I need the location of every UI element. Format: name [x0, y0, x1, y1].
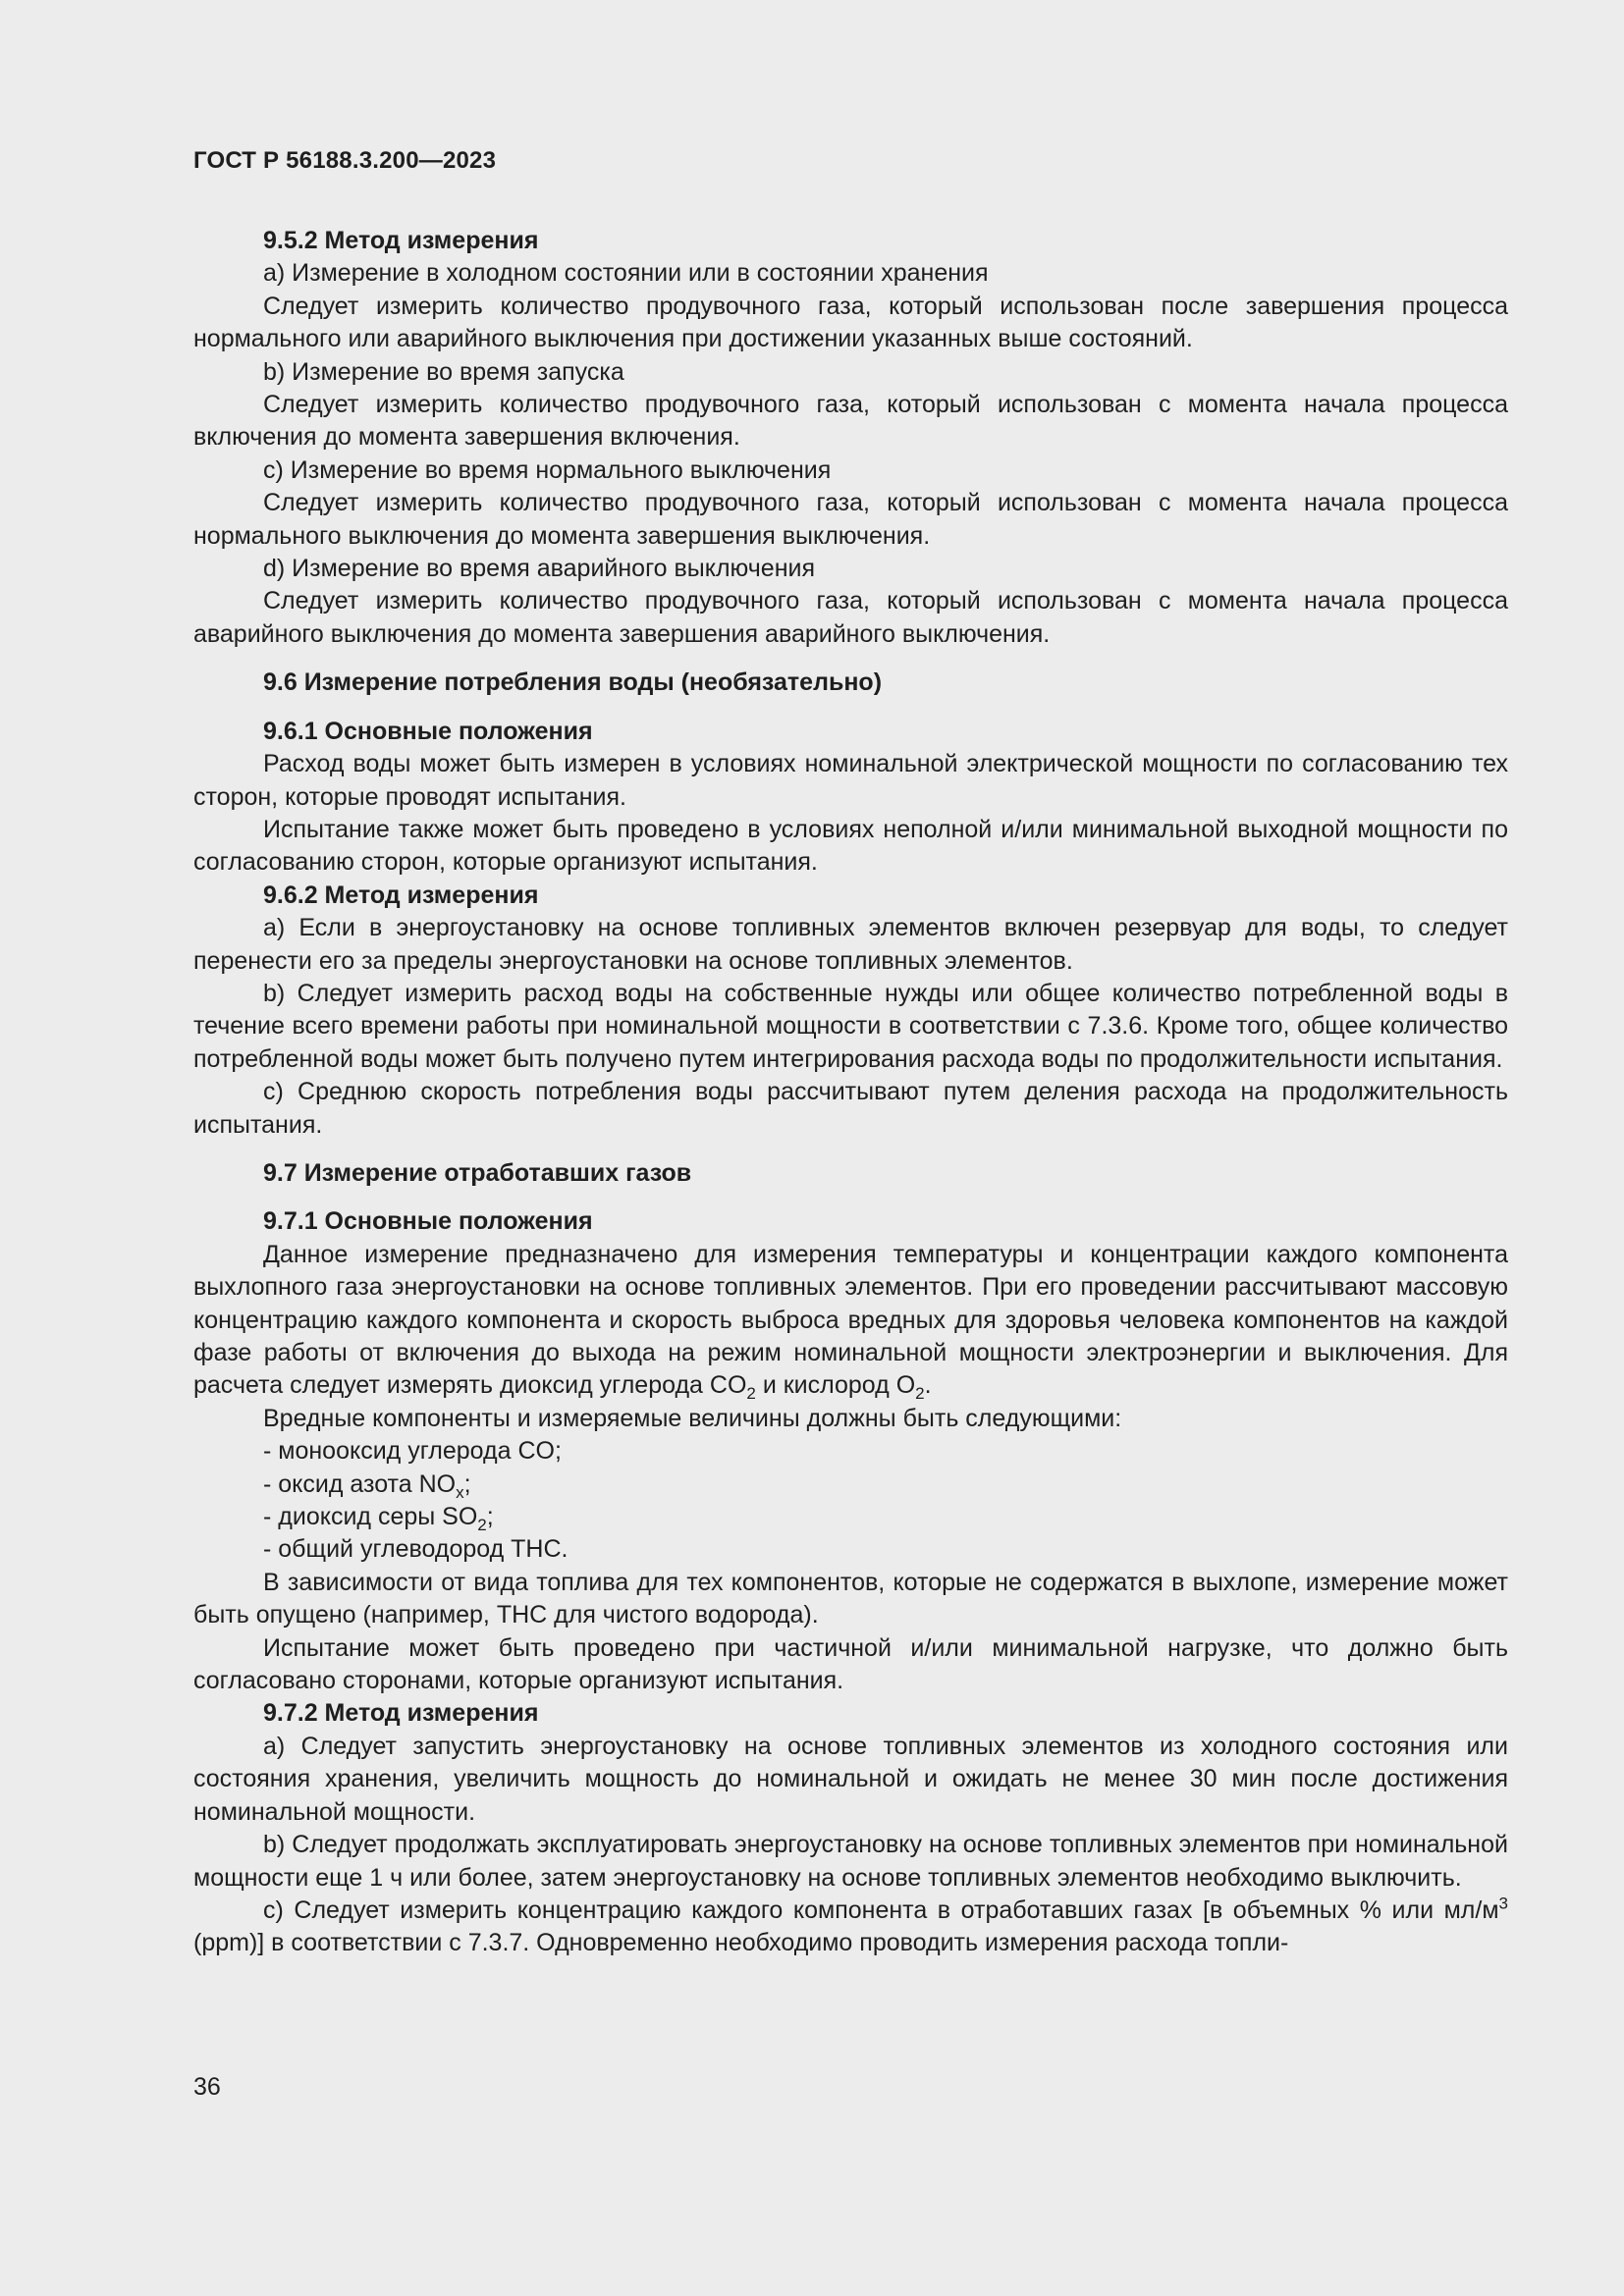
list-item: - общий углеводород THC.	[263, 1535, 568, 1564]
text-run: .	[924, 1371, 932, 1400]
paragraph: Расход воды может быть измерен в условиях номинальной электрической мощности по согласованию тех сторон, которые проводят испытания.	[193, 750, 1508, 811]
superscript: 3	[1498, 1894, 1508, 1913]
subscript: x	[456, 1482, 464, 1502]
text-run: Данное измерение предназначено для измерения температуры и концентрации каждого компонента выхлопного газа энергоустановки на основе топливных элементов. При его проведении рассчитывают массовую концентрацию каждого компонента и скорость выброса вредных для здоровья человека компонентов на каждой фазе работы от включения до выхода на режим номинальной мощности электроэнергии и выключения. Для расчета следует измерять диоксид углерода CO	[193, 1240, 1508, 1400]
section-heading-9-7: 9.7 Измерение отработавших газов	[263, 1158, 692, 1187]
text-run: ;	[463, 1469, 471, 1498]
section-heading-9-6-1: 9.6.1 Основные положения	[263, 717, 593, 745]
list-item-b: b) Следует продолжать эксплуатировать энергоустановку на основе топливных элементов при номинальной мощности еще 1 ч или более, затем энергоустановку на основе топливных элементов необходимо выключить.	[193, 1831, 1508, 1892]
text-run: - диоксид серы SO	[263, 1503, 478, 1531]
paragraph: Следует измерить количество продувочного газа, который использован с момента начала процесса нормального выключения до момента завершения выключения.	[193, 489, 1508, 550]
list-item-c: c) Среднюю скорость потребления воды рассчитывают путем деления расхода на продолжительность испытания.	[193, 1078, 1508, 1139]
subscript: 2	[477, 1516, 487, 1535]
document-header: ГОСТ Р 56188.3.200—2023	[193, 147, 497, 174]
list-item-a: a) Если в энергоустановку на основе топливных элементов включен резервуар для воды, то следует перенести его за пределы энергоустановки на основе топливных элементов.	[193, 914, 1508, 975]
paragraph: Испытание может быть проведено при частичной и/или минимальной нагрузке, что должно быть согласовано сторонами, которые организуют испытания.	[193, 1633, 1508, 1695]
text-run: ;	[486, 1503, 494, 1531]
paragraph: В зависимости от вида топлива для тех компонентов, которые не содержатся в выхлопе, измерение может быть опущено (например, THC для чистого водорода).	[193, 1568, 1508, 1629]
text-run: - оксид азота NO	[263, 1469, 457, 1498]
paragraph	[193, 1239, 1508, 1403]
section-heading-9-6: 9.6 Измерение потребления воды (необязательно)	[263, 668, 883, 697]
list-item: - монооксид углерода CO;	[263, 1437, 562, 1466]
list-item	[193, 1468, 1508, 1501]
item-heading-b: b) Измерение во время запуска	[263, 357, 624, 386]
subscript: 2	[746, 1384, 756, 1404]
paragraph: Испытание также может быть проведено в условиях неполной и/или минимальной выходной мощности по согласованию сторон, которые организуют испытания.	[193, 815, 1508, 877]
item-heading-d: d) Измерение во время аварийного выключения	[263, 555, 815, 583]
page-number: 36	[193, 2073, 221, 2101]
paragraph: Следует измерить количество продувочного газа, который использован с момента начала процесса аварийного выключения до момента завершения аварийного выключения.	[193, 587, 1508, 648]
item-heading-a: a) Измерение в холодном состоянии или в состоянии хранения	[263, 259, 989, 288]
section-heading-9-7-2: 9.7.2 Метод измерения	[263, 1699, 539, 1728]
list-item	[193, 1501, 1508, 1533]
text-run: c) Следует измерить концентрацию каждого компонента в отработавших газах [в объемных % или мл/м	[263, 1896, 1499, 1924]
section-heading-9-6-2: 9.6.2 Метод измерения	[263, 881, 539, 909]
paragraph: Следует измерить количество продувочного газа, который использован после завершения процесса нормального или аварийного выключения при достижении указанных выше состояний.	[193, 292, 1508, 353]
text-run: (ppm)] в соответствии с 7.3.7. Одновременно необходимо проводить измерения расхода топли-	[193, 1929, 1289, 1957]
text-run: и кислород O	[755, 1371, 916, 1400]
paragraph: Вредные компоненты и измеряемые величины должны быть следующими:	[263, 1404, 1122, 1432]
document-body	[193, 225, 1508, 1960]
list-item-b: b) Следует измерить расход воды на собственные нужды или общее количество потребленной воды в течение всего времени работы при номинальной мощности в соответствии с 7.3.6. Кроме того, общее количество потребленной воды может быть получено путем интегрирования расхода воды по продолжительности испытания.	[193, 979, 1508, 1073]
subscript: 2	[915, 1384, 925, 1404]
section-heading-9-5-2: 9.5.2 Метод измерения	[263, 227, 539, 254]
list-item-a: a) Следует запустить энергоустановку на основе топливных элементов из холодного состояния или состояния хранения, увеличить мощность до номинальной и ожидать не менее 30 мин после достижения номинальной мощности.	[193, 1732, 1508, 1826]
section-heading-9-7-1: 9.7.1 Основные положения	[263, 1207, 593, 1236]
list-item-c	[193, 1895, 1508, 1960]
paragraph: Следует измерить количество продувочного газа, который использован с момента начала процесса включения до момента завершения включения.	[193, 391, 1508, 452]
item-heading-c: c) Измерение во время нормального выключения	[263, 455, 832, 484]
